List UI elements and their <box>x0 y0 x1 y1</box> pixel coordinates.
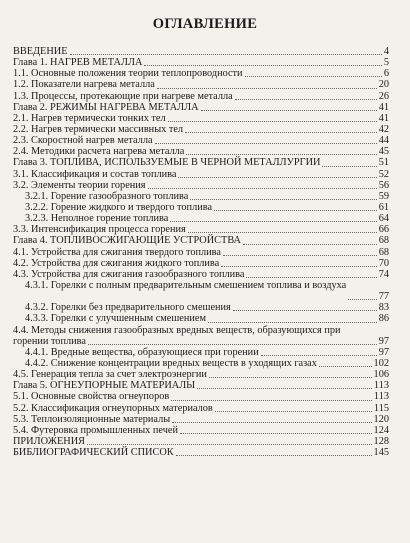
toc-entry-title: Глава 2. РЕЖИМЫ НАГРЕВА МЕТАЛЛА <box>13 101 199 113</box>
toc-entry[interactable] <box>13 403 389 414</box>
toc-page-number: 41 <box>378 101 389 113</box>
dot-leader <box>209 377 372 378</box>
dot-leader <box>190 199 377 200</box>
toc-page-number: 51 <box>378 157 389 169</box>
toc-entry-title: Глава 4. ТОПЛИВОСЖИГАЮЩИЕ УСТРОЙСТВА <box>13 235 241 247</box>
toc-entry-title: 3.2.3. Неполное горение топлива <box>25 213 169 225</box>
toc-entry-title: 2.1. Нагрев термически тонких тел <box>13 112 166 124</box>
toc-page-number: 97 <box>378 346 389 358</box>
dot-leader <box>215 411 372 412</box>
toc-entry[interactable] <box>13 414 389 425</box>
toc-page-number: 77 <box>378 291 389 303</box>
dot-leader <box>235 99 377 100</box>
toc-entry-title: 4.3.3. Горелки с улучшенным смешением <box>25 313 206 325</box>
toc-entry[interactable] <box>13 169 389 180</box>
toc-entry-title: 5.3. Теплоизоляционные материалы <box>13 413 171 425</box>
toc-page-number: 5 <box>383 57 389 69</box>
toc-entry-title: 4.2. Устройства для сжигания жидкого топлива <box>13 257 220 269</box>
toc-entry[interactable] <box>13 358 389 369</box>
dot-leader <box>70 54 382 55</box>
dot-leader <box>171 400 372 401</box>
toc-entry[interactable] <box>13 191 389 202</box>
dot-leader <box>88 344 377 345</box>
toc-entry-title: 2.4. Методики расчета нагрева металла <box>13 146 185 158</box>
toc-entry[interactable] <box>13 347 389 358</box>
dot-leader <box>322 166 377 167</box>
toc-page-number: 124 <box>373 424 389 436</box>
toc-entry[interactable] <box>13 135 389 146</box>
dot-leader <box>214 210 377 211</box>
toc-entry[interactable] <box>13 57 389 68</box>
page-title: ОГЛАВЛЕНИЕ <box>152 16 258 32</box>
dot-leader <box>319 366 372 367</box>
toc-page-number: 20 <box>378 79 389 91</box>
toc-entry-title: 4.4.1. Вредные вещества, образующиеся при горении <box>25 346 259 358</box>
dot-leader <box>246 277 377 278</box>
dot-leader <box>348 299 377 300</box>
toc-entry-title: 4.4. Методы снижения газообразных вредных веществ, образующихся при горении топлива <box>13 324 341 347</box>
toc-entry-title: 3.3. Интенсификация процесса горения <box>13 224 186 236</box>
dot-leader <box>245 76 382 77</box>
dot-leader <box>157 88 377 89</box>
dot-leader <box>144 65 382 66</box>
toc-page-number: 26 <box>378 90 389 102</box>
toc-entry-title: ПРИЛОЖЕНИЯ <box>13 435 86 447</box>
toc-entry[interactable] <box>13 91 389 102</box>
toc-page-number: 113 <box>373 391 389 403</box>
toc-entry-title: 3.2.1. Горение газообразного топлива <box>25 190 189 202</box>
toc-entry-title: 1.1. Основные положения теории теплопроводности <box>13 68 243 80</box>
toc-page-number: 41 <box>378 112 389 124</box>
toc-entry[interactable] <box>13 447 389 458</box>
toc-entry[interactable] <box>13 380 389 391</box>
dot-leader <box>223 255 377 256</box>
toc-page-number: 44 <box>378 135 389 147</box>
toc-entry-title: 5.2. Классификация огнеупорных материалов <box>13 402 213 414</box>
dot-leader <box>178 177 377 178</box>
toc-entry-title: 1.2. Показатели нагрева металла <box>13 79 155 91</box>
toc-entry[interactable] <box>13 280 389 302</box>
toc-page-number: 64 <box>378 213 389 225</box>
toc-entry[interactable] <box>13 369 389 380</box>
toc-page-number: 128 <box>373 435 389 447</box>
toc-entry[interactable] <box>13 235 389 246</box>
dot-leader <box>155 143 377 144</box>
toc-entry[interactable] <box>13 391 389 402</box>
toc-entry-title: 4.4.2. Снижение концентрации вредных веществ в уходящих газах <box>25 357 317 369</box>
toc-page-number: 74 <box>378 268 389 280</box>
toc-entry[interactable] <box>13 79 389 90</box>
toc-page-number: 45 <box>378 146 389 158</box>
toc-page-number: 66 <box>378 224 389 236</box>
toc-entry[interactable] <box>13 202 389 213</box>
toc-page-number: 4 <box>383 45 389 57</box>
toc-page-number: 113 <box>373 380 389 392</box>
toc-page-number: 120 <box>373 413 389 425</box>
toc-page-number: 61 <box>378 201 389 213</box>
toc-entry-title: 4.3. Устройства для сжигания газообразного топлива <box>13 268 245 280</box>
toc-entry-title: Глава 5. ОГНЕУПОРНЫЕ МАТЕРИАЛЫ <box>13 380 196 392</box>
toc-page-number: 56 <box>378 179 389 191</box>
dot-leader <box>208 322 377 323</box>
toc-entry[interactable] <box>13 436 389 447</box>
toc-entry[interactable] <box>13 247 389 258</box>
toc-page-number: 106 <box>373 369 389 381</box>
toc-page-number: 86 <box>378 313 389 325</box>
toc-entry-title: 1.3. Процессы, протекающие при нагреве металла <box>13 90 233 102</box>
toc-entry[interactable] <box>13 258 389 269</box>
toc-entry-title: 2.2. Нагрев термически массивных тел <box>13 123 184 135</box>
toc-entry-title: ВВЕДЕНИЕ <box>13 46 68 57</box>
toc-page-number: 115 <box>373 402 389 414</box>
toc-entry-title: Глава 1. НАГРЕВ МЕТАЛЛА <box>13 57 143 69</box>
toc-entry[interactable] <box>13 213 389 224</box>
toc-page-number: 6 <box>383 68 389 80</box>
dot-leader <box>243 244 377 245</box>
table-of-contents <box>13 46 389 458</box>
toc-page-number: 145 <box>373 447 389 459</box>
dot-leader <box>148 188 377 189</box>
toc-page-number: 68 <box>378 246 389 258</box>
dot-leader <box>176 455 372 456</box>
toc-entry-title: 4.1. Устройства для сжигания твердого топлива <box>13 246 221 258</box>
toc-page-number: 102 <box>373 357 389 369</box>
toc-entry[interactable] <box>13 425 389 436</box>
toc-entry[interactable] <box>13 302 389 313</box>
toc-entry-title: 3.2. Элементы теории горения <box>13 179 146 191</box>
toc-entry[interactable] <box>13 68 389 79</box>
dot-leader <box>186 154 377 155</box>
dot-leader <box>188 232 377 233</box>
toc-entry[interactable] <box>13 46 389 57</box>
toc-page-number: 42 <box>378 123 389 135</box>
dot-leader <box>172 422 372 423</box>
toc-page-number: 59 <box>378 190 389 202</box>
dot-leader <box>180 433 372 434</box>
dot-leader <box>261 355 377 356</box>
dot-leader <box>201 110 377 111</box>
toc-entry-title: 3.1. Классификация и состав топлива <box>13 168 177 180</box>
toc-page-number: 70 <box>378 257 389 269</box>
toc-entry[interactable] <box>13 224 389 235</box>
toc-entry[interactable] <box>13 313 389 324</box>
toc-entry[interactable] <box>13 157 389 168</box>
toc-entry-title: 3.2.2. Горение жидкого и твердого топлива <box>25 201 213 213</box>
toc-page-number: 97 <box>378 335 389 347</box>
toc-entry[interactable] <box>13 113 389 124</box>
toc-page-number: 83 <box>378 302 389 314</box>
toc-entry[interactable] <box>13 124 389 135</box>
toc-entry-title: 4.5. Генерация тепла за счет электроэнергии <box>13 369 207 381</box>
dot-leader <box>168 121 377 122</box>
toc-entry-title: 5.1. Основные свойства огнеупоров <box>13 391 170 403</box>
dot-leader <box>170 221 377 222</box>
dot-leader <box>185 132 377 133</box>
toc-page-number: 52 <box>378 168 389 180</box>
toc-entry[interactable] <box>13 325 389 347</box>
toc-entry-title: 4.3.1. Горелки с полным предварительным смешением топлива и воздуха <box>25 279 347 291</box>
toc-entry-title: Глава 3. ТОПЛИВА, ИСПОЛЬЗУЕМЫЕ В ЧЕРНОЙ МЕТАЛЛУРГИИ <box>13 157 321 169</box>
toc-entry-title: 2.3. Скоростной нагрев металла <box>13 135 153 147</box>
toc-entry[interactable] <box>13 146 389 157</box>
toc-entry-title: 4.3.2. Горелки без предварительного смешения <box>25 302 231 314</box>
toc-entry-title: 5.4. Футеровка промышленных печей <box>13 424 178 436</box>
toc-entry[interactable] <box>13 102 389 113</box>
toc-entry[interactable] <box>13 180 389 191</box>
dot-leader <box>233 310 377 311</box>
toc-entry-title: БИБЛИОГРАФИЧЕСКИЙ СПИСОК <box>13 447 174 459</box>
dot-leader <box>197 388 372 389</box>
toc-entry[interactable] <box>13 269 389 280</box>
dot-leader <box>87 444 372 445</box>
dot-leader <box>221 266 377 267</box>
toc-page-number: 68 <box>378 235 389 247</box>
